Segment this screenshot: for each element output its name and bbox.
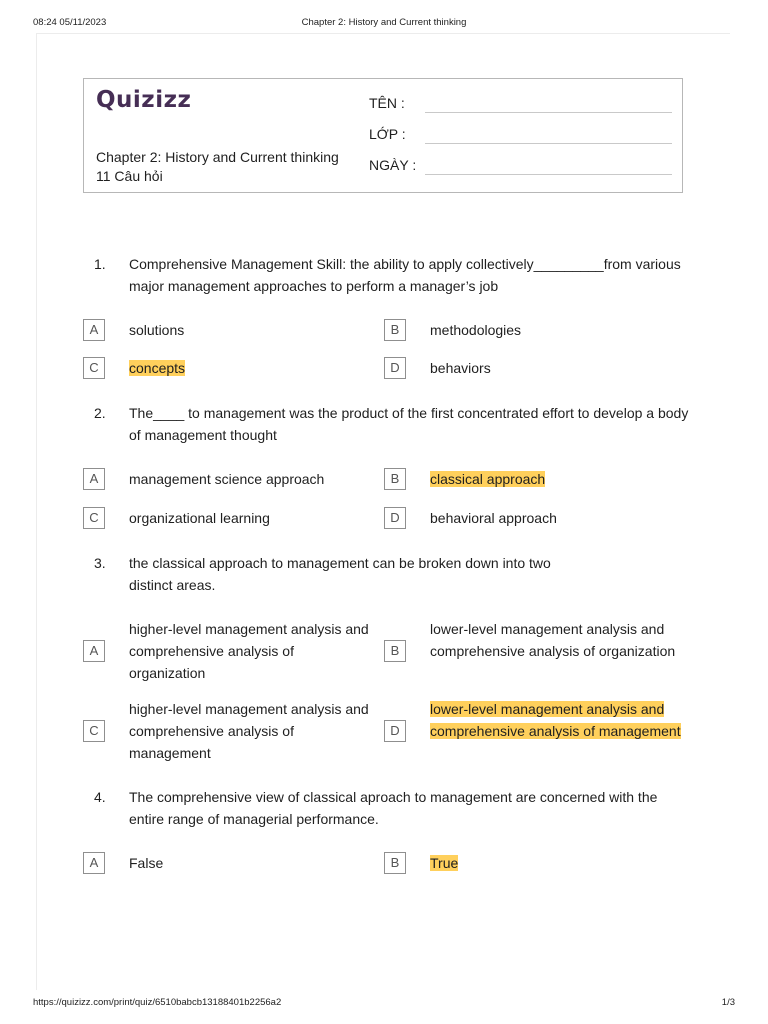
question-text: Comprehensive Management Skill: the ability to apply collectively_________from various major management approaches to perform a manager’s job <box>129 256 681 294</box>
option-letter-box: D <box>384 507 406 529</box>
quiz-title: Chapter 2: History and Current thinking <box>96 149 339 165</box>
option-letter-box: B <box>384 319 406 341</box>
page-edge-top <box>36 33 730 34</box>
print-footer <box>0 990 768 1024</box>
question-number: 4. <box>94 789 106 805</box>
quiz-info-box <box>83 78 683 193</box>
option-text: organizational learning <box>129 510 270 526</box>
option-text <box>129 357 389 379</box>
name-field[interactable] <box>369 91 672 117</box>
option-text: behavioral approach <box>430 510 557 526</box>
correct-answer-highlight: concepts <box>129 360 186 376</box>
option-letter-box: A <box>83 640 105 662</box>
question-number: 3. <box>94 555 106 571</box>
class-field[interactable] <box>369 122 672 148</box>
correct-answer-highlight: True <box>430 855 459 871</box>
print-page-number: 1/3 <box>721 997 735 1008</box>
print-timestamp: 08:24 05/11/2023 <box>33 17 107 28</box>
option-letter-box: C <box>83 507 105 529</box>
date-field-label: NGÀY : <box>369 157 417 173</box>
option-letter-box: D <box>384 720 406 742</box>
option-letter-box: B <box>384 468 406 490</box>
date-field-line <box>425 174 672 175</box>
page-edge-left <box>36 33 37 990</box>
option-letter-box: B <box>384 640 406 662</box>
option-text <box>430 468 690 490</box>
print-page-title: Chapter 2: History and Current thinking <box>301 17 467 28</box>
option-text: False <box>129 855 164 871</box>
option-letter-box: A <box>83 852 105 874</box>
correct-answer-highlight: classical approach <box>430 471 546 487</box>
correct-answer-highlight: lower-level management analysis and comprehensive analysis of management <box>430 701 681 739</box>
print-url: https://quizizz.com/print/quiz/6510babcb13188401b2256a2 <box>33 997 282 1008</box>
class-field-label: LỚP : <box>369 126 406 142</box>
question-number: 1. <box>94 256 106 272</box>
option-letter-box: B <box>384 852 406 874</box>
question-text: the classical approach to management can be broken down into two distinct areas. <box>129 555 551 593</box>
option-text: higher-level management analysis and comprehensive analysis of organization <box>129 621 369 681</box>
option-letter-box: D <box>384 357 406 379</box>
option-letter-box: A <box>83 319 105 341</box>
option-text: management science approach <box>129 471 325 487</box>
question-text: The comprehensive view of classical aproach to management are concerned with the entire range of managerial performance. <box>129 789 658 827</box>
option-letter-box: A <box>83 468 105 490</box>
option-text <box>430 698 692 742</box>
option-text: methodologies <box>430 322 522 338</box>
option-letter-box: C <box>83 357 105 379</box>
class-field-line <box>425 143 672 144</box>
question-number: 2. <box>94 405 106 421</box>
name-field-label: TÊN : <box>369 95 405 111</box>
question-text: The____ to management was the product of the first concentrated effort to develop a body of management thought <box>129 405 689 443</box>
option-text: solutions <box>129 322 185 338</box>
quizizz-logo: Quizizz <box>96 87 192 113</box>
option-text: lower-level management analysis and comprehensive analysis of organization <box>430 621 676 659</box>
question-count: 11 Câu hỏi <box>96 168 163 184</box>
print-header <box>0 0 768 44</box>
option-text <box>430 852 690 874</box>
date-field[interactable] <box>369 153 672 179</box>
option-text: behaviors <box>430 360 491 376</box>
name-field-line <box>425 112 672 113</box>
option-letter-box: C <box>83 720 105 742</box>
option-text: higher-level management analysis and comprehensive analysis of management <box>129 701 369 761</box>
